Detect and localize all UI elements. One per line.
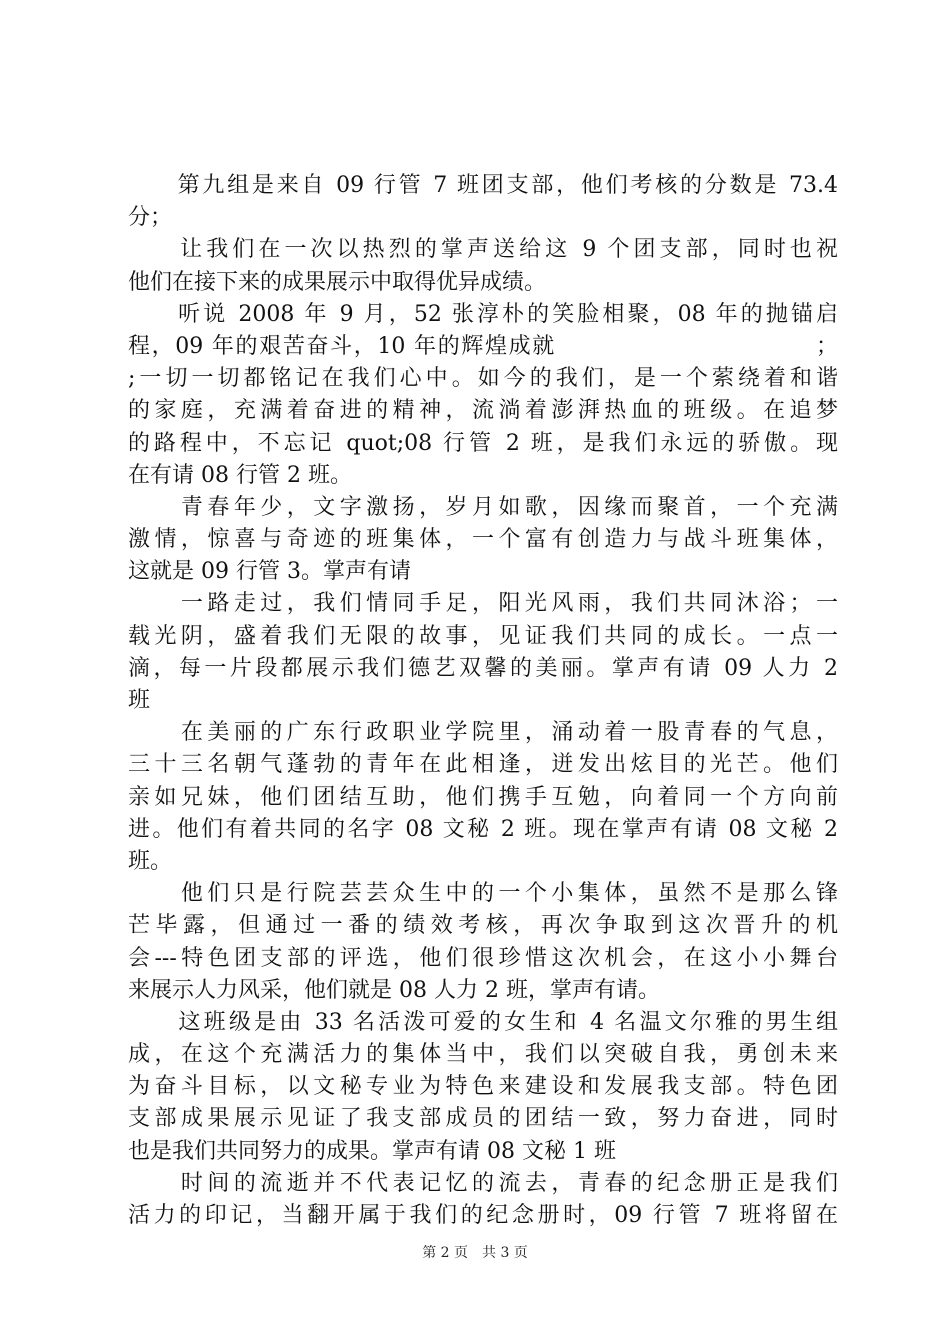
text-line: 成，在这个充满活力的集体当中，我们以突破自我，勇创未来 (128, 1042, 838, 1068)
text-line: 的路程中，不忘记 quot;08 行管 2 班，是我们永远的骄傲。现 (128, 430, 838, 456)
text-line: 的家庭，充满着奋进的精神，流淌着澎湃热血的班级。在追梦 (128, 398, 838, 424)
document-body (128, 170, 838, 1232)
text-line: 他们只是行院芸芸众生中的一个小集体，虽然不是那么锋 (128, 881, 838, 907)
text-line: 支部成果展示见证了我支部成员的团结一致，努力奋进，同时 (128, 1106, 838, 1132)
text-line: 芒毕露，但通过一番的绩效考核，再次争取到这次晋升的机 (128, 913, 838, 939)
text-line: 三十三名朝气蓬勃的青年在此相逢，迸发出炫目的光芒。他们 (128, 752, 838, 778)
text-line: 青春年少，文字激扬，岁月如歌，因缘而聚首，一个充满 (128, 494, 838, 520)
text-line: 在美丽的广东行政职业学院里，涌动着一股青春的气息， (128, 720, 838, 746)
text-line: 听说 2008 年 9 月，52 张淳朴的笑脸相聚，08 年的抛锚启 (128, 301, 838, 327)
text-line: 班。 (128, 848, 173, 874)
text-line: 会---特色团支部的评选，他们很珍惜这次机会，在这小小舞台 (128, 945, 838, 971)
text-line: 班 (128, 688, 151, 713)
text-line: 让我们在一次以热烈的掌声送给这 9 个团支部，同时也祝 (128, 237, 838, 263)
text-line: 一路走过，我们情同手足，阳光风雨，我们共同沐浴；一 (128, 591, 838, 617)
text-line: 分； (128, 205, 173, 231)
page-footer: 第 2 页 共 3 页 (422, 1245, 528, 1261)
text-line: 这班级是由 33 名活泼可爱的女生和 4 名温文尔雅的男生组 (128, 1009, 838, 1035)
text-line: 为奋斗目标，以文秘专业为特色来建设和发展我支部。特色团 (128, 1074, 838, 1100)
text-line: 也是我们共同努力的成果。掌声有请 08 文秘 1 班 (128, 1138, 616, 1164)
text-line: 亲如兄妹，他们团结互助，他们携手互勉，向着同一个方向前 (128, 784, 838, 810)
text-line: 激情，惊喜与奇迹的班集体，一个富有创造力与战斗班集体， (128, 527, 838, 553)
text-line: 进。他们有着共同的名字 08 文秘 2 班。现在掌声有请 08 文秘 2 (128, 816, 838, 842)
text-line: 他们在接下来的成果展示中取得优异成绩。 (128, 269, 547, 295)
text-line: 在有请 08 行管 2 班。 (128, 462, 352, 488)
text-line: 来展示人力风采，他们就是 08 人力 2 班，掌声有请。 (128, 977, 660, 1003)
text-line: 活力的印记，当翻开属于我们的纪念册时，09 行管 7 班将留在 (128, 1203, 838, 1228)
text-line: 载光阴，盛着我们无限的故事，见证我们共同的成长。一点一 (128, 623, 838, 649)
text-line: 第九组是来自 09 行管 7 班团支部，他们考核的分数是 73.4 (128, 173, 838, 198)
text-line: 程，09 年的艰苦奋斗，10 年的辉煌成就 ； (128, 333, 838, 359)
text-line: ;一切一切都铭记在我们心中。如今的我们，是一个萦绕着和谐 (128, 366, 838, 392)
text-line: 这就是 09 行管 3。掌声有请 (128, 559, 411, 585)
text-line: 滴，每一片段都展示我们德艺双馨的美丽。掌声有请 09 人力 2 (128, 655, 838, 681)
text-line: 时间的流逝并不代表记忆的流去，青春的纪念册正是我们 (128, 1170, 838, 1196)
